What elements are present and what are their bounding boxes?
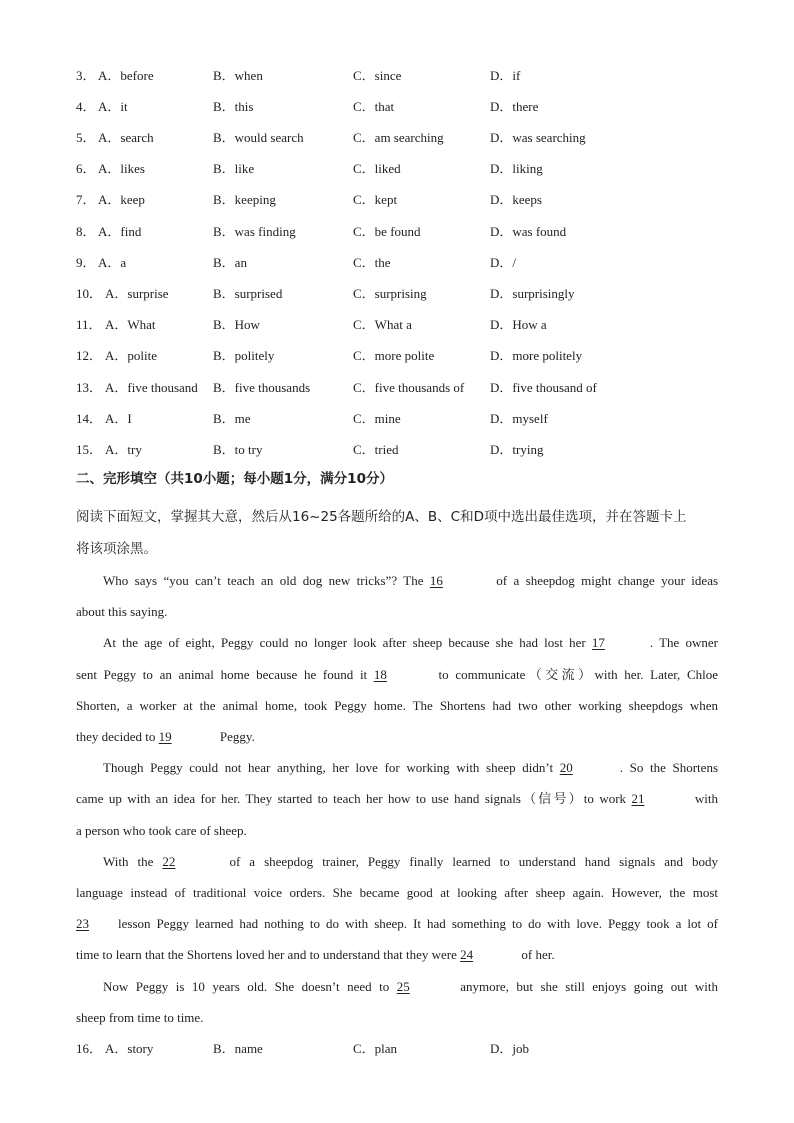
blank-20: 20 xyxy=(559,760,573,775)
option-c: C．kept xyxy=(353,192,398,207)
question-number: 12． xyxy=(76,348,103,363)
option-b: B．keeping xyxy=(213,192,276,207)
passage-line: a person who took care of sheep. xyxy=(76,823,247,838)
option-b: B．me xyxy=(213,411,251,426)
option-a: A．What xyxy=(105,317,156,332)
option-b: B．was finding xyxy=(213,224,296,239)
option-c: C．that xyxy=(353,99,395,114)
option-a: A．story xyxy=(105,1041,154,1056)
question-number: 16． xyxy=(76,1041,103,1056)
passage-line: came up with an idea for her. They started to teach her how to use hand signals（信号）to work 21 with xyxy=(76,789,718,809)
option-c: C．tried xyxy=(353,442,399,457)
option-d: D．if xyxy=(490,68,521,83)
option-d: D．/ xyxy=(490,255,517,270)
passage-line: about this saying. xyxy=(76,604,168,619)
question-number: 6． xyxy=(76,161,96,176)
question-number: 8． xyxy=(76,224,96,239)
option-b: B．an xyxy=(213,255,247,270)
passage-line: sent Peggy to an animal home because he found it 18 to communicate（交流）with her. Later, Chloe xyxy=(76,665,718,685)
option-b: B．name xyxy=(213,1041,263,1056)
option-d: D．more politely xyxy=(490,348,583,363)
option-b: B．this xyxy=(213,99,254,114)
option-b: B．like xyxy=(213,161,255,176)
option-b: B．would search xyxy=(213,130,304,145)
option-d: D．surprisingly xyxy=(490,286,575,301)
option-c: C．five thousands of xyxy=(353,380,465,395)
option-c: C．plan xyxy=(353,1041,398,1056)
blank-22: 22 xyxy=(162,854,176,869)
option-c: C．be found xyxy=(353,224,421,239)
option-a: A．try xyxy=(105,442,142,457)
blank-24: 24 xyxy=(460,947,474,962)
option-a: A．polite xyxy=(105,348,157,363)
question-number: 13． xyxy=(76,380,103,395)
option-a: A．likes xyxy=(98,161,145,176)
option-c: C．more polite xyxy=(353,348,435,363)
option-b: B．politely xyxy=(213,348,275,363)
option-a: A．five thousand xyxy=(105,380,198,395)
question-number: 10． xyxy=(76,286,103,301)
option-a: A．before xyxy=(98,68,154,83)
option-a: A．surprise xyxy=(105,286,169,301)
option-b: B．surprised xyxy=(213,286,283,301)
option-b: B．when xyxy=(213,68,263,83)
option-a: A．search xyxy=(98,130,154,145)
option-a: A．it xyxy=(98,99,128,114)
passage-line: language instead of traditional voice orders. She became good at looking after sheep again. However, the most xyxy=(76,885,718,900)
blank-23: 23 xyxy=(76,916,89,931)
question-number: 14． xyxy=(76,411,103,426)
blank-17: 17 xyxy=(591,635,605,650)
passage-line: they decided to 19 Peggy. xyxy=(76,727,718,747)
passage-line: Now Peggy is 10 years old. She doesn’t need to 25 anymore, but she still enjoys going out with xyxy=(76,977,718,997)
option-c: C．the xyxy=(353,255,391,270)
option-d: D．liking xyxy=(490,161,543,176)
option-b: B．How xyxy=(213,317,260,332)
blank-21: 21 xyxy=(631,791,645,806)
passage-line: Shorten, a worker at the animal home, took Peggy home. The Shortens had two other working sheepdogs when xyxy=(76,698,718,713)
passage-line: sheep from time to time. xyxy=(76,1010,204,1025)
passage-line: Though Peggy could not hear anything, her love for working with sheep didn’t 20 . So the Shortens xyxy=(76,758,718,778)
option-d: D．five thousand of xyxy=(490,380,597,395)
blank-25: 25 xyxy=(396,979,410,994)
blank-16: 16 xyxy=(429,573,443,588)
question-number: 4． xyxy=(76,99,96,114)
option-d: D．myself xyxy=(490,411,548,426)
option-d: D．keeps xyxy=(490,192,542,207)
question-number: 15． xyxy=(76,442,103,457)
option-c: C．surprising xyxy=(353,286,427,301)
option-d: D．was searching xyxy=(490,130,586,145)
option-b: B．five thousands xyxy=(213,380,311,395)
blank-18: 18 xyxy=(373,667,387,682)
instruction-line-1: 阅读下面短文，掌握其大意，然后从16~25各题所给的A、B、C和D项中选出最佳选项，并在答题卡上 xyxy=(76,509,687,525)
question-number: 5． xyxy=(76,130,96,145)
option-a: A．a xyxy=(98,255,127,270)
passage-line: With the 22 of a sheepdog trainer, Peggy finally learned to understand hand signals and body xyxy=(76,852,718,872)
passage-line: 23 lesson Peggy learned had nothing to do with sheep. It had something to do with love. Peggy took a lot of xyxy=(76,914,718,934)
option-b: B．to try xyxy=(213,442,263,457)
question-number: 3． xyxy=(76,68,96,83)
option-a: A．I xyxy=(105,411,132,426)
passage-line: At the age of eight, Peggy could no longer look after sheep because she had lost her 17 . The owner xyxy=(76,633,718,653)
blank-19: 19 xyxy=(158,729,172,744)
option-a: A．find xyxy=(98,224,142,239)
passage-line: time to learn that the Shortens loved her and to understand that they were 24 of her. xyxy=(76,945,718,965)
option-d: D．there xyxy=(490,99,539,114)
option-d: D．How a xyxy=(490,317,547,332)
option-d: D．job xyxy=(490,1041,530,1056)
option-d: D．trying xyxy=(490,442,544,457)
question-number: 11． xyxy=(76,317,102,332)
option-a: A．keep xyxy=(98,192,145,207)
option-c: C．What a xyxy=(353,317,412,332)
question-number: 7． xyxy=(76,192,96,207)
option-c: C．mine xyxy=(353,411,401,426)
option-c: C．since xyxy=(353,68,402,83)
option-d: D．was found xyxy=(490,224,567,239)
instruction-line-2: 将该项涂黑。 xyxy=(76,541,157,557)
section-2-heading: 二、完形填空（共10小题；每小题1分，满分10分） xyxy=(76,471,393,487)
passage-line: Who says “you can’t teach an old dog new tricks”? The 16 of a sheepdog might change your ideas xyxy=(76,571,718,591)
option-c: C．am searching xyxy=(353,130,444,145)
question-number: 9． xyxy=(76,255,96,270)
option-c: C．liked xyxy=(353,161,401,176)
